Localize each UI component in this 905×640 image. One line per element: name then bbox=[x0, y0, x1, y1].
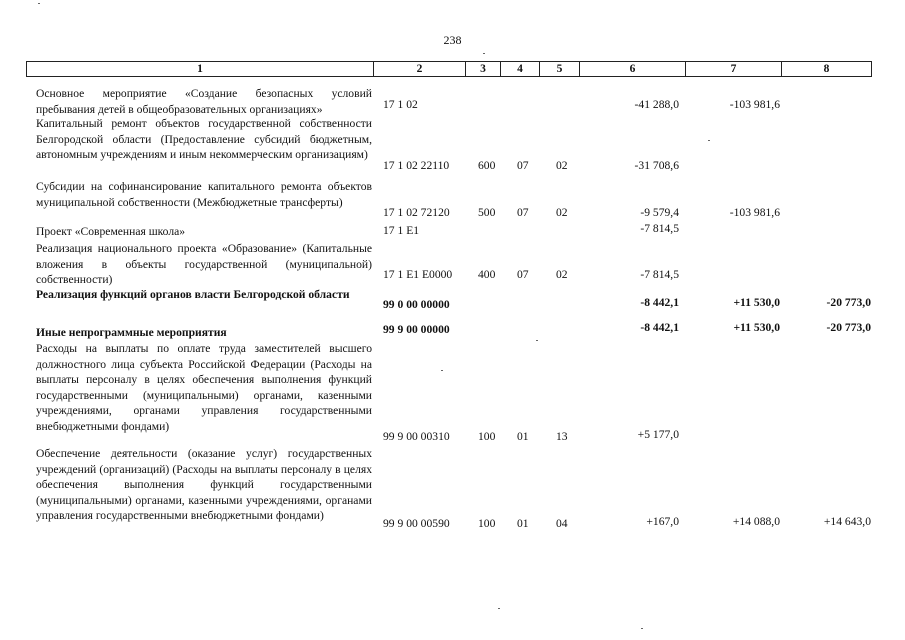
row-code: 99 9 00 00310 bbox=[383, 430, 450, 443]
row-col6: -9 579,4 bbox=[640, 206, 679, 219]
row-col6: -8 442,1 bbox=[640, 296, 679, 309]
row-col6: -8 442,1 bbox=[640, 321, 679, 334]
header-col-6: 6 bbox=[579, 62, 685, 76]
row-col6: -7 814,5 bbox=[640, 222, 679, 235]
row-section: 07 bbox=[517, 206, 529, 219]
row-col6: +167,0 bbox=[646, 515, 679, 528]
row-subsection: 13 bbox=[556, 430, 568, 443]
row-description: Иные непрограммные мероприятия bbox=[36, 326, 227, 339]
scan-speck bbox=[641, 628, 643, 629]
header-col-8: 8 bbox=[781, 62, 871, 76]
row-description: Обеспечение деятельности (оказание услуг) государственных учреждений (организаций) (Расходы на выплаты персоналу в целях обеспечения выполнения функций государственными (муниципальными) органами, казенными учреждениями, органами управления государственными внебюджетными фондами) bbox=[36, 447, 372, 523]
row-type: 400 bbox=[478, 268, 496, 281]
header-col-7: 7 bbox=[685, 62, 781, 76]
scan-speck bbox=[536, 340, 538, 341]
row-code: 99 9 00 00590 bbox=[383, 517, 450, 530]
scan-speck bbox=[708, 140, 710, 141]
row-type: 500 bbox=[478, 206, 496, 219]
header-col-2: 2 bbox=[373, 62, 465, 76]
row-description: Субсидии на софинансирование капитального ремонта объектов муниципальной собственности (Межбюджетные трансферты) bbox=[36, 180, 372, 209]
scan-speck bbox=[483, 53, 485, 54]
row-col6: -41 288,0 bbox=[634, 98, 679, 111]
row-col6: +5 177,0 bbox=[637, 428, 679, 441]
row-subsection: 04 bbox=[556, 517, 568, 530]
row-col7: +11 530,0 bbox=[733, 321, 780, 334]
header-col-5: 5 bbox=[539, 62, 579, 76]
header-col-3: 3 bbox=[465, 62, 500, 76]
row-col7: +11 530,0 bbox=[733, 296, 780, 309]
row-code: 99 0 00 00000 bbox=[383, 298, 450, 311]
row-col6: -31 708,6 bbox=[634, 159, 679, 172]
table-header bbox=[26, 61, 872, 77]
scan-speck bbox=[498, 608, 500, 609]
header-col-4: 4 bbox=[500, 62, 539, 76]
row-code: 17 1 02 bbox=[383, 98, 418, 111]
row-code: 17 1 E1 bbox=[383, 224, 420, 237]
row-subsection: 02 bbox=[556, 206, 568, 219]
scan-speck bbox=[38, 3, 40, 4]
scan-speck bbox=[441, 370, 443, 371]
row-description: Основное мероприятие «Создание безопасных условий пребывания детей в общеобразовательных организациях» bbox=[36, 87, 372, 116]
row-description: Проект «Современная школа» bbox=[36, 225, 186, 238]
row-description: Расходы на выплаты по оплате труда заместителей высшего должностного лица субъекта Российской Федерации (Расходы на выплаты персоналу в целях обеспечения выполнения функций государственными (муниципальными) органами, казенными учреждениями, органами управления государственными внебюджетными фондами) bbox=[36, 342, 372, 433]
header-col-1: 1 bbox=[197, 63, 203, 75]
row-type: 100 bbox=[478, 430, 496, 443]
row-col8: +14 643,0 bbox=[823, 515, 871, 528]
row-subsection: 02 bbox=[556, 268, 568, 281]
row-col7: -103 981,6 bbox=[729, 98, 780, 111]
row-section: 07 bbox=[517, 159, 529, 172]
row-code: 17 1 02 22110 bbox=[383, 159, 450, 172]
row-type: 100 bbox=[478, 517, 496, 530]
row-subsection: 02 bbox=[556, 159, 568, 172]
row-section: 07 bbox=[517, 268, 529, 281]
row-col8: -20 773,0 bbox=[826, 321, 871, 334]
row-section: 01 bbox=[517, 517, 529, 530]
row-description: Капитальный ремонт объектов государственной собственности Белгородской области (Предоставление субсидий бюджетным, автономным учреждениям и иным некоммерческим организациям) bbox=[36, 117, 372, 162]
row-type: 600 bbox=[478, 159, 496, 172]
page-number: 238 bbox=[443, 33, 462, 47]
row-col6: -7 814,5 bbox=[640, 268, 679, 281]
row-col7: -103 981,6 bbox=[729, 206, 780, 219]
row-description: Реализация функций органов власти Белгородской области bbox=[36, 288, 350, 301]
row-code: 99 9 00 00000 bbox=[383, 323, 450, 336]
row-col7: +14 088,0 bbox=[732, 515, 780, 528]
row-code: 17 1 02 72120 bbox=[383, 206, 450, 219]
row-col8: -20 773,0 bbox=[826, 296, 871, 309]
row-code: 17 1 E1 E0000 bbox=[383, 268, 453, 281]
row-description: Реализация национального проекта «Образование» (Капитальные вложения в объекты государственной (муниципальной) собственности) bbox=[36, 242, 372, 287]
row-section: 01 bbox=[517, 430, 529, 443]
